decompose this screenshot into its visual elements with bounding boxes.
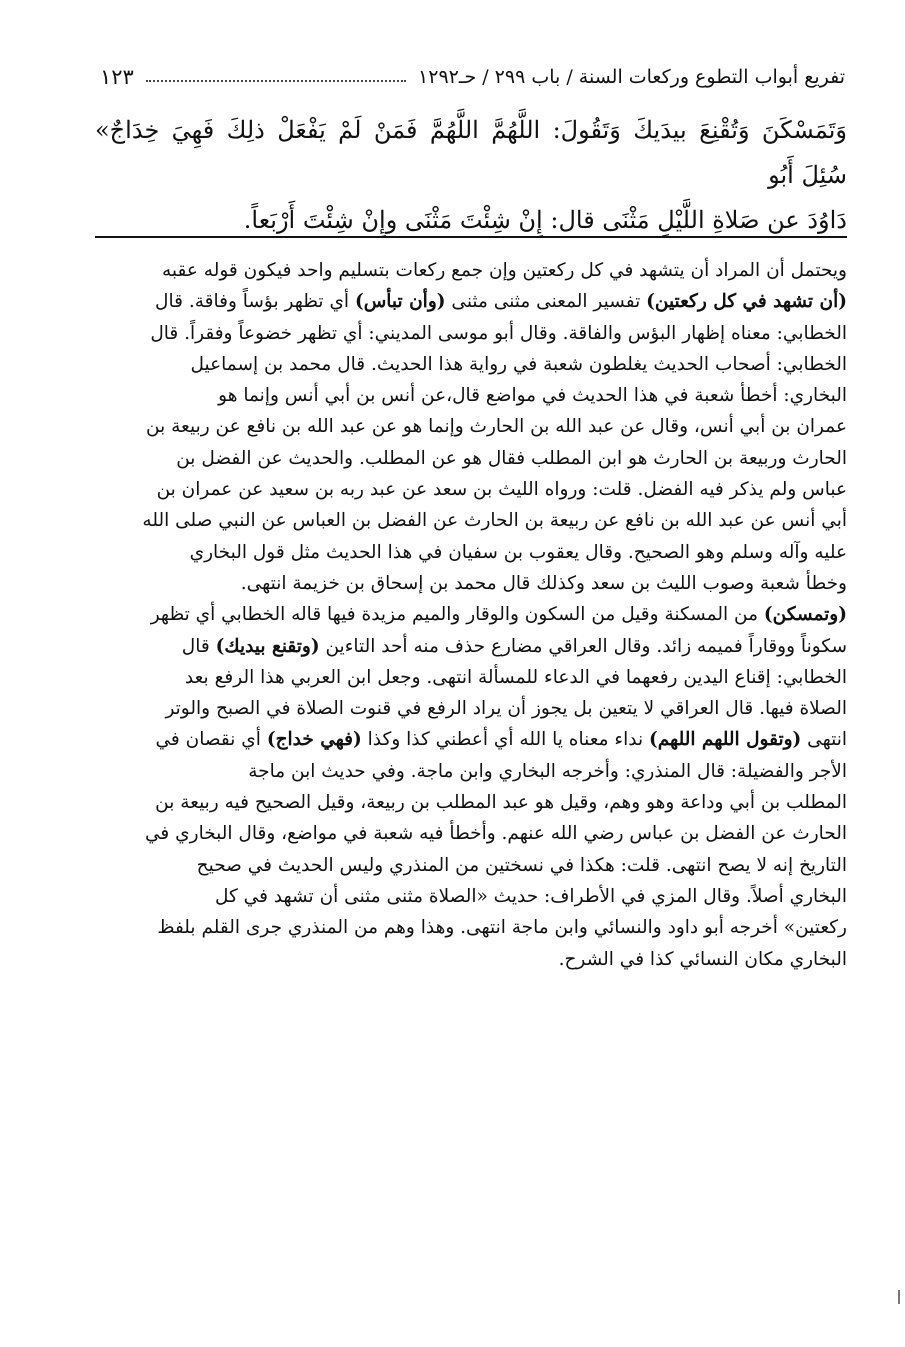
commentary-line: انتهى (وتقول اللهم اللهم) نداء معناه يا الله أي أعطني كذا وكذا (فهي خداج) أي نقصان في (155, 729, 847, 751)
commentary-line: ركعتين» أخرجه أبو داود والنسائي وابن ماجة انتهى. وهذا وهم من المنذري جرى القلم بلفظ (157, 917, 847, 939)
running-header (100, 60, 845, 94)
commentary-line: عباس ولم يذكر فيه الفضل. قلت: ورواه الليث بن سعد عن عبد ربه بن سعيد عن عمران بن (156, 479, 847, 501)
commentary-line: ويحتمل أن المراد أن يتشهد في كل ركعتين وإن جمع ركعات بتسليم واحد فيكون قوله عقبه (162, 260, 847, 281)
scan-mark (898, 1290, 900, 1304)
commentary-text (95, 255, 847, 975)
commentary-line: عمران بن أبي أنس، وقال عن عبد الله بن الحارث وإنما هو عن عبد الله بن نافع عن ربيعة بن (146, 416, 847, 438)
commentary-line: البخاري مكان النسائي كذا في الشرح. (558, 948, 847, 970)
header-title: تفريع أبواب التطوع وركعات السنة / باب ٢٩٩ / حـ١٢٩٢ (418, 66, 845, 88)
commentary-line: الخطابي: معناه إظهار البؤس والفاقة. وقال أبو موسى المديني: أي تظهر خضوعاً وفقراً. قال (150, 322, 847, 344)
commentary-line: الحارث وربيعة بن الحارث هو ابن المطلب فقال هو عن المطلب. والحديث عن الفضل بن (176, 447, 847, 469)
commentary-line: الحارث عن الفضل بن عباس رضي الله عنهم. وأخطأ فيه شعبة في مواضع، وقال البخاري في (145, 823, 847, 845)
hadith-line: وَتَمَسْكَنَ وَتُقْنِعَ بيدَيكَ وَتَقُولَ: اللَّهُمَّ اللَّهُمَّ فَمَنْ لَمْ يَفْعَلْ ذلِكَ فَهِيَ خِدَاجٌ» سُئِلَ أَبُو (95, 116, 847, 189)
commentary-line: التاريخ إنه لا يصح انتهى. قلت: هكذا في نسختين من المنذري وليس الحديث في صحيح (196, 854, 847, 876)
commentary-line: البخاري أصلاً. وقال المزي في الأطراف: حديث «الصلاة مثنى مثنى أن تشهد في كل (214, 885, 847, 907)
commentary-line: (أن تشهد في كل ركعتين) تفسير المعنى مثنى مثنى (وأن تبأس) أي تظهر بؤساً وفاقة. قال (155, 291, 847, 313)
commentary-line: الخطابي: إقناع اليدين رفعهما في الدعاء للمسألة انتهى. وجعل ابن العربي هذا الرفع بعد (184, 666, 847, 688)
commentary-line: سكوناً ووقاراً فميمه زائد. وقال العراقي مضارع حذف منه أحد التاءين (وتقنع بيديك) قال (181, 635, 847, 657)
commentary-line: الخطابي: أصحاب الحديث يغلطون شعبة في رواية هذا الحديث. قال محمد بن إسماعيل (190, 353, 847, 375)
commentary-line: الصلاة فيها. قال العراقي لا يتعين بل يجوز أن يراد الرفع في قنوت الصلاة في الصبح والوتر (165, 698, 847, 720)
dot-leader (146, 80, 406, 82)
page-number: ١٢٣ (100, 65, 134, 89)
hadith-line: دَاوُدَ عن صَلاةِ اللَّيْلِ مَثْنَى قال: إِنْ شِئْتَ مَثْنَى وإِنْ شِئْتَ أَرْبَعاً. (243, 206, 847, 234)
footnote-separator (95, 236, 847, 238)
hadith-text (95, 108, 847, 243)
commentary-line: البخاري: أخطأ شعبة في هذا الحديث في مواضع قال،عن أنس بن أبي أنس وإنما هو (218, 385, 847, 407)
commentary-line: المطلب بن أبي وداعة وهو وهم، وقيل هو عبد المطلب بن ربيعة، وقيل الصحيح فيه ربيعة بن (155, 792, 847, 814)
commentary-line: (وتمسكن) من المسكنة وقيل من السكون والوقار والميم مزيدة فيها قاله الخطابي أي تظهر (150, 604, 847, 626)
commentary-line: وخطأ شعبة وصوب الليث بن سعد وكذلك قال محمد بن إسحاق بن خزيمة انتهى. (240, 572, 847, 594)
commentary-line: الأجر والفضيلة: قال المنذري: وأخرجه البخاري وابن ماجة. وفي حديث ابن ماجة (248, 760, 847, 782)
commentary-line: أبي أنس عن عبد الله بن نافع عن ربيعة بن الحارث عن الفضل بن العباس عن النبي صلى الله (142, 510, 847, 532)
commentary-line: عليه وآله وسلم وهو الصحيح. وقال يعقوب بن سفيان في هذا الحديث مثل قول البخاري (189, 541, 847, 563)
